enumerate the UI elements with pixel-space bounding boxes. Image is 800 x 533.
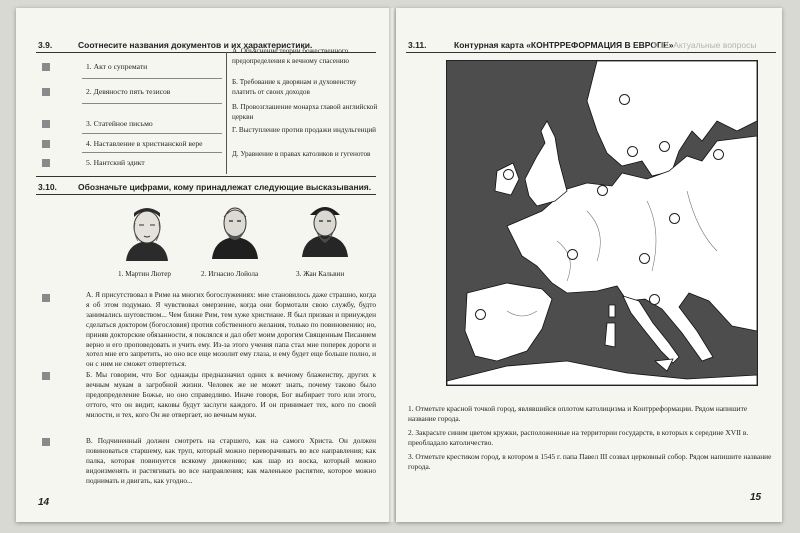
instruction-3: 3. Отметьте крестиком город, в котором в 1545 г. папа Павел III созвал церковный собор. Рядом напишите название города. — [408, 452, 772, 471]
map-circle[interactable] — [669, 213, 680, 224]
answer-marker[interactable] — [42, 140, 50, 148]
map-circle[interactable] — [649, 294, 660, 305]
characteristic-item: А. Объяснение теории божественного предопределения к вечному спасению — [232, 47, 350, 65]
answer-marker[interactable] — [42, 438, 50, 446]
map-circle[interactable] — [619, 94, 630, 105]
instruction-1: 1. Отметьте красной точкой город, являвшийся оплотом католицизма и Контрреформации. Рядом напишите название города. — [408, 404, 748, 423]
row-line — [82, 78, 222, 79]
document-item: 4. Наставление в христианской вере — [86, 139, 203, 148]
portrait-caption: 3. Жан Кальвин — [296, 270, 345, 278]
answer-marker[interactable] — [42, 294, 50, 302]
page-number: 14 — [38, 497, 50, 508]
answer-marker[interactable] — [42, 63, 50, 71]
map-circle[interactable] — [639, 253, 650, 264]
europe-map — [447, 61, 757, 385]
document-item: 3. Статейное письмо — [86, 119, 153, 128]
characteristic-item: В. Провозглашение монарха главой английской церкви — [232, 103, 378, 121]
quote-a: А. Я присутствовал в Риме на многих богослужениях: мне становилось даже страшно, когда я об этом подумаю. Я чувствовал омерзение, когда они бормотали свою службу, будто занимались шутовством... Чем ближе Рим, тем хуже христиане. Я был призван и принужден сделаться доктором (богословия) против собственного желания, только по повиновению; но, приняв докторские обязанности, я поклялся и дал обет моим дорогим Священным Писанием верно и его проповедовать и учить ему. Из-за этого учения папа стал мне поперек дороги и хотел мне его запретить, но оно все еще мозолит ему глаза, и ему будет еще больше полно, и он с ним не сможет отвертеться. — [86, 290, 376, 369]
map-circle[interactable] — [659, 141, 670, 152]
map-circle[interactable] — [627, 146, 638, 157]
page-number: 15 — [750, 492, 762, 503]
quote-c: В. Подчиненный должен смотреть на старшего, как на самого Христа. Он должен повиноваться старшему, как труп, который можно переворачивать во все направления; как палка, которая повинуется всякому движению; как шар из воска, который можно видоизменять и растягивать во все направления; как маленькое распятие, которое можно поднимать и двигать, как угодно... — [86, 436, 376, 485]
answer-marker[interactable] — [42, 159, 50, 167]
task-title: Соотнесите названия документов и их характеристики. — [78, 40, 313, 50]
contour-map — [446, 60, 758, 386]
luther-portrait — [118, 203, 176, 261]
task-number: 3.10. — [38, 182, 57, 192]
characteristic-item: Г. Выступление против продажи индульгенций — [232, 126, 377, 134]
row-line — [82, 133, 222, 134]
ghost-header: 3.12. Актуальные вопросы — [652, 40, 757, 50]
portrait-caption: 2. Игнасио Лойола — [201, 270, 259, 278]
map-circle[interactable] — [567, 249, 578, 260]
task-number: 3.11. — [408, 40, 427, 50]
row-line — [82, 103, 222, 104]
characteristic-item: Д. Уравнение в правах католиков и гугенотов — [232, 150, 371, 158]
divider — [36, 176, 376, 177]
map-circle[interactable] — [475, 309, 486, 320]
map-circle[interactable] — [713, 149, 724, 160]
column-divider — [226, 52, 227, 174]
document-item: 1. Акт о супремати — [86, 62, 148, 71]
map-circle[interactable] — [503, 169, 514, 180]
answer-marker[interactable] — [42, 372, 50, 380]
answer-marker[interactable] — [42, 88, 50, 96]
loyola-portrait — [206, 201, 264, 259]
document-item: 5. Нантский эдикт — [86, 158, 145, 167]
task-title: Обозначьте цифрами, кому принадлежат следующие высказывания. — [78, 182, 372, 192]
portrait-caption: 1. Мартин Лютер — [118, 270, 171, 278]
answer-marker[interactable] — [42, 120, 50, 128]
quote-b: Б. Мы говорим, что Бог однажды предназначил одних к вечному блаженству, других к вечным мукам в загробной жизни. Человек же не может знать, почему таково было предопределение Божье, но оно справедливо. Иначе говоря, Бог выбирает того или этого, оттого, что он видит, каковы будут заслуги каждого. И он принимает тех, кого по своей милости, и тех, кого Он же отвергает, но вечным муки. — [86, 370, 376, 419]
instruction-2: 2. Закрасьте синим цветом кружки, расположенные на территории государств, в которых к середине XVII в. преобладало католичество. — [408, 428, 749, 447]
document-item: 2. Девяносто пять тезисов — [86, 87, 171, 96]
map-circle[interactable] — [597, 185, 608, 196]
calvin-portrait — [296, 199, 354, 257]
characteristic-item: Б. Требование к дворянам и духовенству платить от своих доходов — [232, 78, 357, 96]
divider — [36, 194, 376, 195]
row-line — [82, 152, 222, 153]
divider — [406, 52, 776, 53]
task-number: 3.9. — [38, 40, 53, 50]
task-title: Контурная карта «КОНТРРЕФОРМАЦИЯ В ЕВРОПЕ» — [454, 40, 674, 50]
